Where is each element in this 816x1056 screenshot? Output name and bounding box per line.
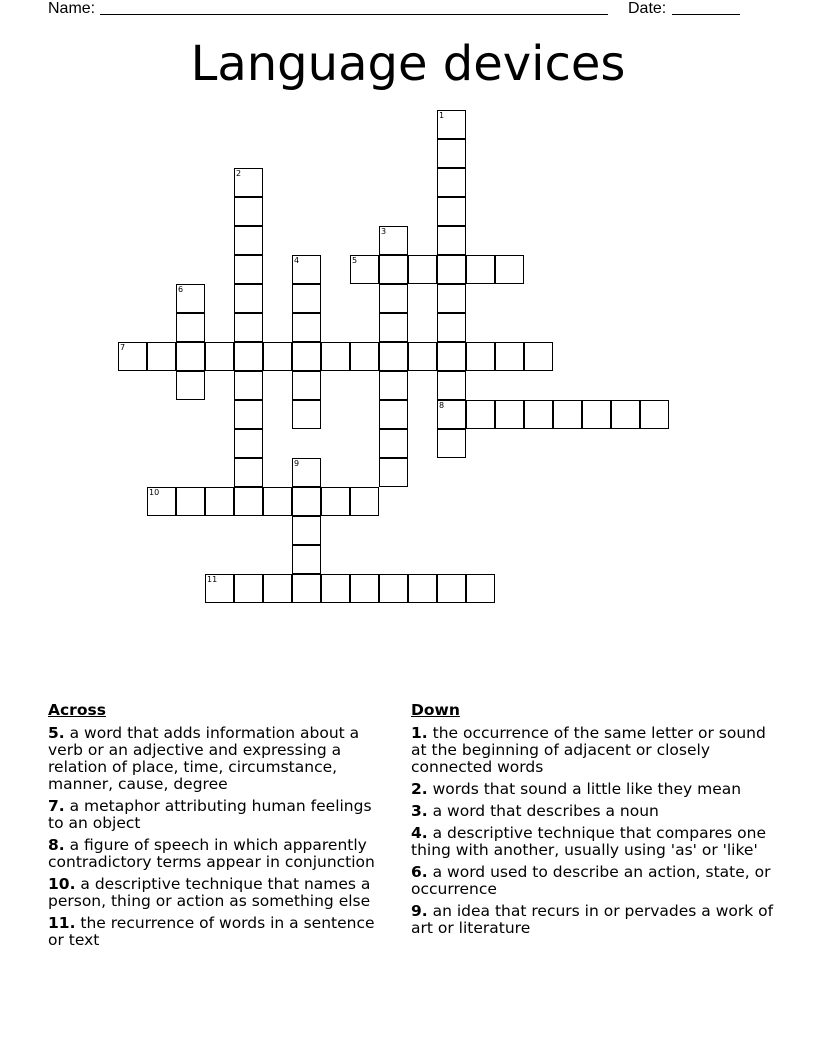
cell-number: 6 bbox=[178, 285, 184, 294]
down-clue-text: the occurrence of the same letter or sound at the beginning of adjacent or closely connected words bbox=[411, 724, 766, 776]
grid-cell[interactable] bbox=[292, 342, 321, 371]
grid-cell[interactable] bbox=[379, 458, 408, 487]
cell-number: 5 bbox=[352, 256, 358, 265]
down-heading: Down bbox=[411, 701, 460, 719]
grid-cell[interactable] bbox=[234, 429, 263, 458]
across-clue-number: 11. bbox=[48, 914, 76, 932]
grid-cell[interactable] bbox=[292, 516, 321, 545]
grid-cell[interactable] bbox=[495, 342, 524, 371]
across-clue-text: a metaphor attributing human feelings to an object bbox=[48, 797, 372, 832]
cell-number: 3 bbox=[381, 227, 387, 236]
grid-cell[interactable] bbox=[437, 139, 466, 168]
across-clue-number: 10. bbox=[48, 875, 76, 893]
grid-cell[interactable] bbox=[205, 342, 234, 371]
grid-cell[interactable] bbox=[379, 342, 408, 371]
grid-cell[interactable] bbox=[379, 371, 408, 400]
grid-cell[interactable] bbox=[292, 284, 321, 313]
grid-cell[interactable] bbox=[176, 371, 205, 400]
grid-cell[interactable] bbox=[524, 342, 553, 371]
grid-cell[interactable] bbox=[379, 400, 408, 429]
grid-cell[interactable] bbox=[408, 574, 437, 603]
grid-cell[interactable] bbox=[466, 342, 495, 371]
across-clue-number: 8. bbox=[48, 836, 65, 854]
across-clue bbox=[48, 798, 388, 832]
grid-cell[interactable] bbox=[176, 313, 205, 342]
grid-cell[interactable] bbox=[292, 313, 321, 342]
grid-cell[interactable] bbox=[176, 487, 205, 516]
grid-cell[interactable] bbox=[379, 255, 408, 284]
across-heading: Across bbox=[48, 701, 106, 719]
across-clue bbox=[48, 876, 388, 910]
down-clue bbox=[411, 803, 776, 820]
across-clue bbox=[48, 837, 388, 871]
grid-cell[interactable] bbox=[466, 400, 495, 429]
grid-cell[interactable] bbox=[234, 313, 263, 342]
grid-cell[interactable] bbox=[234, 255, 263, 284]
grid-cell[interactable] bbox=[321, 342, 350, 371]
grid-cell[interactable] bbox=[437, 284, 466, 313]
grid-cell[interactable] bbox=[350, 255, 379, 284]
grid-cell[interactable] bbox=[263, 342, 292, 371]
grid-cell[interactable] bbox=[582, 400, 611, 429]
grid-cell[interactable] bbox=[437, 197, 466, 226]
cell-number: 10 bbox=[149, 488, 160, 497]
down-clue-text: a word that describes a noun bbox=[427, 802, 659, 820]
down-clue-number: 9. bbox=[411, 902, 428, 920]
grid-cell[interactable] bbox=[234, 284, 263, 313]
across-clue-number: 5. bbox=[48, 724, 65, 742]
grid-cell[interactable] bbox=[118, 342, 147, 371]
grid-cell[interactable] bbox=[292, 255, 321, 284]
grid-cell[interactable] bbox=[611, 400, 640, 429]
down-clue bbox=[411, 825, 776, 859]
grid-cell[interactable] bbox=[640, 400, 669, 429]
grid-cell[interactable] bbox=[437, 168, 466, 197]
across-clue bbox=[48, 915, 388, 949]
grid-cell[interactable] bbox=[292, 487, 321, 516]
grid-cell[interactable] bbox=[292, 545, 321, 574]
across-clue-list bbox=[48, 725, 388, 949]
cell-number: 9 bbox=[294, 459, 300, 468]
grid-cell[interactable] bbox=[234, 400, 263, 429]
grid-cell[interactable] bbox=[176, 342, 205, 371]
cell-number: 8 bbox=[439, 401, 445, 410]
down-clue bbox=[411, 903, 776, 937]
grid-cell[interactable] bbox=[379, 226, 408, 255]
down-clue bbox=[411, 781, 776, 798]
grid-cell[interactable] bbox=[524, 400, 553, 429]
date-label: Date: bbox=[628, 0, 667, 17]
down-clues bbox=[411, 700, 776, 942]
grid-cell[interactable] bbox=[321, 487, 350, 516]
grid-cell[interactable] bbox=[466, 255, 495, 284]
grid-cell[interactable] bbox=[147, 342, 176, 371]
name-label: Name: bbox=[48, 0, 96, 17]
grid-cell[interactable] bbox=[234, 226, 263, 255]
grid-cell[interactable] bbox=[437, 371, 466, 400]
grid-cell[interactable] bbox=[437, 342, 466, 371]
grid-cell[interactable] bbox=[495, 400, 524, 429]
grid-cell[interactable] bbox=[350, 487, 379, 516]
grid-cell[interactable] bbox=[437, 110, 466, 139]
grid-cell[interactable] bbox=[437, 313, 466, 342]
grid-cell[interactable] bbox=[350, 574, 379, 603]
down-clue-text: a descriptive technique that compares one thing with another, usually using 'as' or 'like' bbox=[411, 824, 767, 859]
grid-cell[interactable] bbox=[379, 313, 408, 342]
grid-cell[interactable] bbox=[234, 168, 263, 197]
grid-cell[interactable] bbox=[408, 255, 437, 284]
cell-number: 7 bbox=[120, 343, 126, 352]
grid-cell[interactable] bbox=[379, 284, 408, 313]
down-clue-number: 4. bbox=[411, 824, 428, 842]
grid-cell[interactable] bbox=[234, 458, 263, 487]
grid-cell[interactable] bbox=[234, 574, 263, 603]
across-clue bbox=[48, 725, 388, 793]
grid-cell[interactable] bbox=[553, 400, 582, 429]
down-clue-number: 3. bbox=[411, 802, 428, 820]
cell-number: 4 bbox=[294, 256, 300, 265]
down-clue bbox=[411, 725, 776, 776]
down-clue-number: 1. bbox=[411, 724, 428, 742]
grid-cell[interactable] bbox=[234, 487, 263, 516]
grid-cell[interactable] bbox=[292, 458, 321, 487]
grid-cell[interactable] bbox=[437, 226, 466, 255]
grid-cell[interactable] bbox=[147, 487, 176, 516]
page-title: Language devices bbox=[190, 36, 626, 92]
grid-cell[interactable] bbox=[437, 255, 466, 284]
grid-cell[interactable] bbox=[495, 255, 524, 284]
cell-number: 11 bbox=[207, 575, 218, 584]
down-clue-text: words that sound a little like they mean bbox=[427, 780, 742, 798]
grid-cell[interactable] bbox=[263, 574, 292, 603]
cell-number: 2 bbox=[236, 169, 242, 178]
down-clue-text: a word used to describe an action, state, or occurrence bbox=[411, 863, 771, 898]
grid-cell[interactable] bbox=[437, 400, 466, 429]
grid-cell[interactable] bbox=[234, 342, 263, 371]
across-clues bbox=[48, 700, 388, 954]
across-clue-number: 7. bbox=[48, 797, 65, 815]
grid-cell[interactable] bbox=[437, 574, 466, 603]
grid-cell[interactable] bbox=[321, 574, 350, 603]
grid-cell[interactable] bbox=[466, 574, 495, 603]
grid-cell[interactable] bbox=[205, 574, 234, 603]
down-clue-number: 2. bbox=[411, 780, 428, 798]
across-clue-text: a descriptive technique that names a person, thing or action as something else bbox=[48, 875, 371, 910]
grid-cell[interactable] bbox=[176, 284, 205, 313]
cell-number: 1 bbox=[439, 111, 445, 120]
grid-cell[interactable] bbox=[205, 487, 234, 516]
grid-cell[interactable] bbox=[408, 342, 437, 371]
across-clue-text: a figure of speech in which apparently contradictory terms appear in conjunction bbox=[48, 836, 375, 871]
grid-cell[interactable] bbox=[292, 371, 321, 400]
grid-cell[interactable] bbox=[379, 574, 408, 603]
grid-cell[interactable] bbox=[379, 429, 408, 458]
grid-cell[interactable] bbox=[292, 574, 321, 603]
down-clue-list bbox=[411, 725, 776, 937]
across-clue-text: a word that adds information about a verb or an adjective and expressing a relation of place, time, circumstance, manner, cause, degree bbox=[48, 724, 360, 793]
grid-cell[interactable] bbox=[263, 487, 292, 516]
grid-cell[interactable] bbox=[234, 371, 263, 400]
down-clue bbox=[411, 864, 776, 898]
grid-cell[interactable] bbox=[234, 197, 263, 226]
grid-cell[interactable] bbox=[350, 342, 379, 371]
grid-cell[interactable] bbox=[292, 400, 321, 429]
grid-cell[interactable] bbox=[437, 429, 466, 458]
down-clue-text: an idea that recurs in or pervades a work of art or literature bbox=[411, 902, 774, 937]
down-clue-number: 6. bbox=[411, 863, 428, 881]
across-clue-text: the recurrence of words in a sentence or text bbox=[48, 914, 375, 949]
